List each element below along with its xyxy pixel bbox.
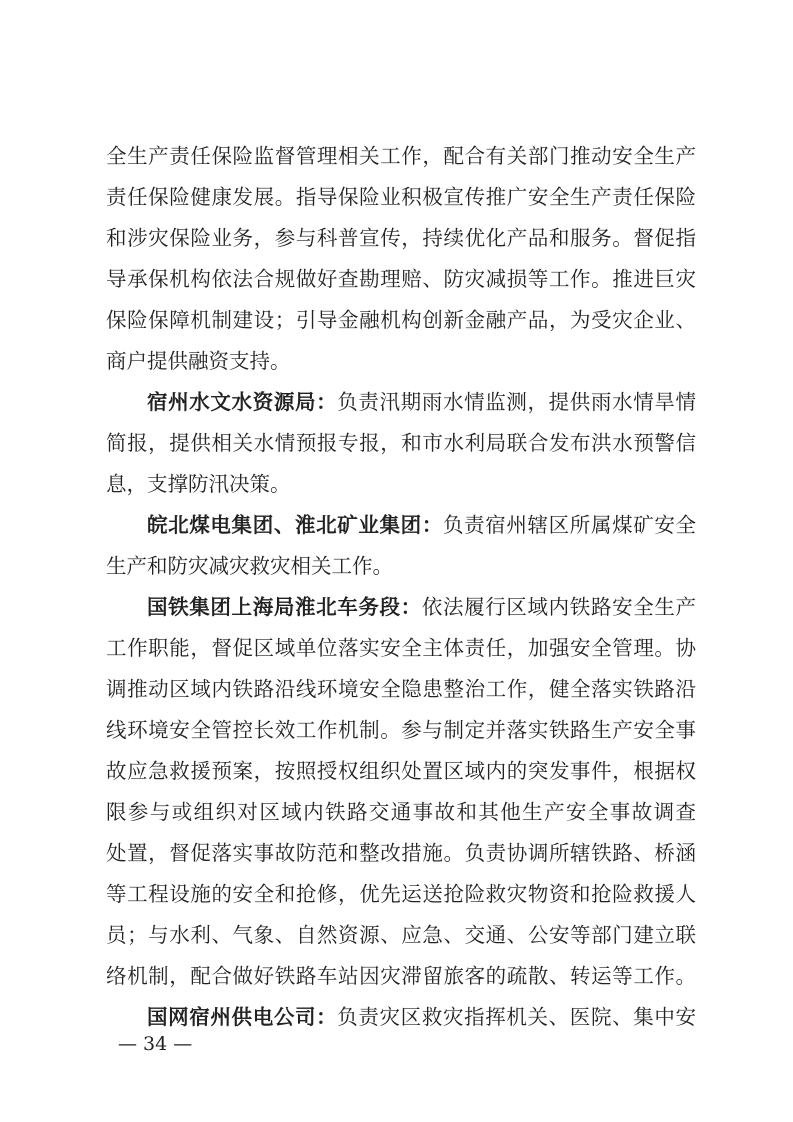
paragraph-first-line [106,505,696,546]
paragraph-text: 负责汛期雨水情监测，提供雨水情旱情 [337,390,697,414]
paragraph-first-line [106,587,696,628]
text-line: 等工程设施的安全和抢修，优先运送抢险救灾物资和抢险救援人 [106,882,696,906]
text-line: 导承保机构依法合规做好查勘理赔、防灾减损等工作。推进巨灾 [106,267,696,291]
text-line: 全生产责任保险监督管理相关工作，配合有关部门推动安全生产 [106,144,696,168]
text-line: 限参与或组织对区域内铁路交通事故和其他生产安全事故调查 [106,800,696,824]
text-line: 和涉灾保险业务，参与科普宣传，持续优化产品和服务。督促指 [106,226,696,250]
text-line: 保险保障机制建设；引导金融机构创新金融产品，为受灾企业、 [106,308,696,332]
text-line: 生产和防灾减灾救灾相关工作。 [106,554,393,578]
paragraph-heading: 国铁集团上海局淮北车务段： [147,595,422,619]
paragraph-first-line [106,382,696,423]
text-line: 息，支撑防汛决策。 [106,472,291,496]
text-line: 线环境安全管控长效工作机制。参与制定并落实铁路生产安全事 [106,718,696,742]
text-line: 员；与水利、气象、自然资源、应急、交通、公安等部门建立联 [106,923,696,947]
page-content [106,136,696,1038]
paragraph-text: 依法履行区域内铁路安全生产 [421,595,697,619]
page-number: — 34 — [118,1033,193,1055]
text-line: 调推动区域内铁路沿线环境安全隐患整治工作，健全落实铁路沿 [106,677,696,701]
text-line: 故应急救援预案，按照授权组织处置区域内的突发事件，根据权 [106,759,696,783]
paragraph-heading: 宿州水文水资源局： [147,390,338,414]
paragraph-text: 负责灾区救灾指挥机关、医院、集中安 [337,1005,697,1029]
text-line: 工作职能，督促区域单位落实安全主体责任，加强安全管理。协 [106,636,696,660]
text-line: 责任保险健康发展。指导保险业积极宣传推广安全生产责任保险 [106,185,696,209]
paragraph-first-line [106,997,696,1038]
text-line: 处置，督促落实事故防范和整改措施。负责协调所辖铁路、桥涵 [106,841,696,865]
text-line: 简报，提供相关水情预报专报，和市水利局联合发布洪水预警信 [106,431,696,455]
paragraph-heading: 国网宿州供电公司： [147,1005,338,1029]
paragraph-text: 负责宿州辖区所属煤矿安全 [442,513,697,537]
text-line: 络机制，配合做好铁路车站因灾滞留旅客的疏散、转运等工作。 [106,964,696,988]
text-line: 商户提供融资支持。 [106,349,291,373]
paragraph-heading: 皖北煤电集团、淮北矿业集团： [147,513,443,537]
